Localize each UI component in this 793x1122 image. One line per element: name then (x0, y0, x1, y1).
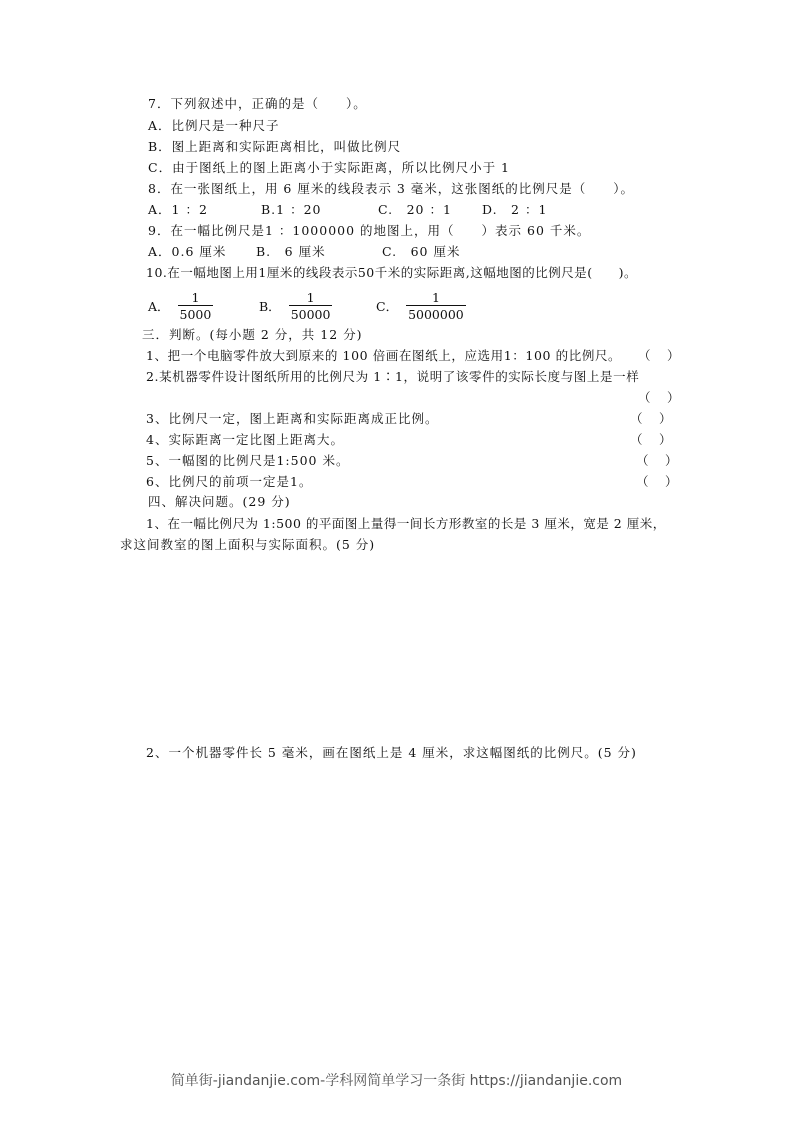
judgment-item-2: 2.某机器零件设计图纸所用的比例尺为 1∶1，说明了该零件的实际长度与图上是一样 (146, 369, 640, 384)
q7-option-a: A．比例尺是一种尺子 (148, 118, 280, 133)
section-four-heading: 四、解决问题。(29 分) (148, 494, 291, 509)
q8-option-c: C. 20 ：1 (378, 202, 452, 217)
q8-option-a: A．1 ：2 (148, 202, 208, 217)
judgment-answer-5[interactable]: （ ） (636, 453, 678, 468)
q8-option-d: D. 2 ：1 (482, 202, 548, 217)
section-three-heading: 三．判断。(每小题 2 分，共 12 分) (142, 327, 363, 342)
judgment-answer-6[interactable]: （ ） (636, 474, 678, 489)
q10-option-b (259, 286, 332, 326)
q9-option-c: C. 60 厘米 (382, 244, 461, 259)
judgment-item-4: 4、实际距离一定比图上距离大。 (146, 432, 344, 447)
q10-option-a (148, 286, 213, 326)
q8-stem: 8．在一张图纸上，用 6 厘米的线段表示 3 毫米，这张图纸的比例尺是（ ）。 (148, 181, 635, 196)
judgment-answer-1[interactable]: （ ） (638, 348, 680, 363)
problem-2-line-1: 2、一个机器零件长 5 毫米，画在图纸上是 4 厘米，求这幅图纸的比例尺。(5 分) (146, 745, 637, 760)
q10-options (148, 286, 648, 326)
problem-1-line-2: 求这间教室的图上面积与实际面积。(5 分) (120, 537, 376, 552)
judgment-item-5: 5、一幅图的比例尺是1:500 米。 (146, 453, 350, 468)
q9-option-a: A．0.6 厘米 (148, 244, 227, 259)
q10-stem: 10.在一幅地图上用1厘米的线段表示50千米的实际距离,这幅地图的比例尺是( )。 (146, 265, 637, 280)
judgment-item-1: 1、把一个电脑零件放大到原来的 100 倍画在图纸上，应选用1：100 的比例尺。 (146, 348, 622, 363)
q7-option-b: B．图上距离和实际距离相比，叫做比例尺 (148, 139, 402, 154)
q10-option-a-label: A． (148, 299, 170, 314)
fraction: $\frac{1}{50000}$ (290, 290, 331, 322)
q10-option-c-label: C． (376, 299, 399, 314)
footer-watermark: 简单街-jiandanjie.com-学科网简单学习一条街 https://jiandanjie.com (170, 1073, 623, 1089)
q9-option-b: B. 6 厘米 (256, 244, 326, 259)
fraction: $\frac{1}{5000}$ (179, 290, 212, 322)
judgment-item-6: 6、比例尺的前项一定是1。 (146, 474, 313, 489)
judgment-item-3: 3、比例尺一定，图上距离和实际距离成正比例。 (146, 411, 439, 426)
judgment-answer-4[interactable]: （ ） (630, 432, 672, 447)
judgment-answer-2[interactable]: （ ） (638, 390, 680, 405)
q10-option-c (376, 286, 466, 326)
fraction: $\frac{1}{5000000}$ (408, 290, 464, 322)
q9-stem: 9．在一幅比例尺是1 ：1000000 的地图上，用（ ）表示 60 千米。 (148, 223, 591, 238)
q10-option-b-label: B． (259, 299, 281, 314)
q8-option-b: B.1 ：20 (261, 202, 322, 217)
problem-1-line-1: 1、在一幅比例尺为 1:500 的平面图上量得一间长方形教室的长是 3 厘米，宽是 2 厘米， (146, 516, 666, 531)
q7-option-c: C．由于图纸上的图上距离小于实际距离，所以比例尺小于 1 (148, 160, 510, 175)
q7-stem: 7．下列叙述中，正确的是（ ）。 (148, 96, 367, 111)
judgment-answer-3[interactable]: （ ） (630, 411, 672, 426)
